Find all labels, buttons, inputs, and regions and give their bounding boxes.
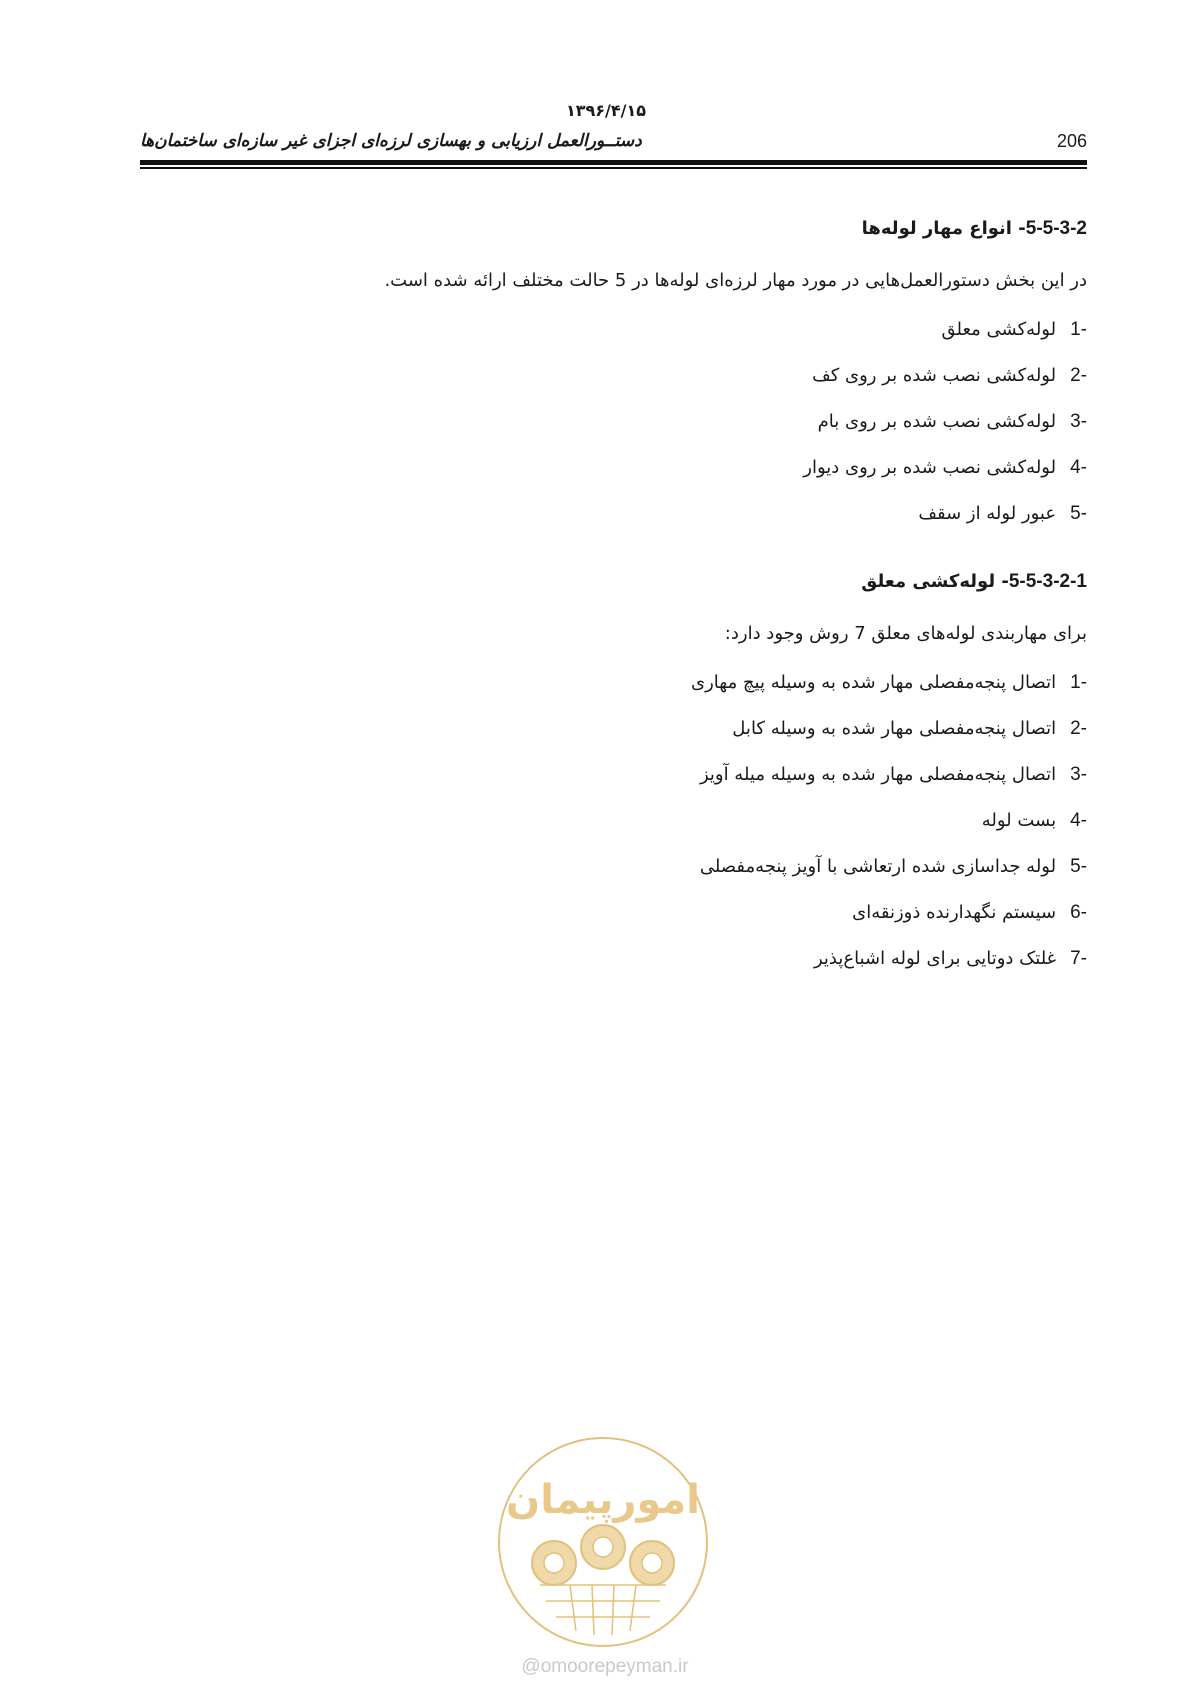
section-intro-2: برای مهاربندی لوله‌های معلق 7 روش وجود دارد: — [724, 623, 1087, 644]
list-item — [137, 936, 1087, 982]
list-item-text: سیستم نگهدارنده ذوزنقه‌ای — [852, 902, 1057, 923]
list-item-number: 2- — [1070, 365, 1087, 386]
list-item — [137, 491, 1087, 537]
list-item-text: لوله جداسازی شده ارتعاشی با آویز پنجه‌مفصلی — [699, 856, 1057, 877]
list-item-number: 6- — [1070, 902, 1087, 923]
list-item-number: 2- — [1070, 718, 1087, 739]
header-rule-thick — [140, 160, 1087, 165]
list-item-text: عبور لوله از سقف — [918, 503, 1057, 524]
watermark-site: @omoorepeyman.ir — [521, 1656, 689, 1677]
list-item — [137, 798, 1087, 844]
header-date: ۱۳۹۶/۴/۱۵ — [565, 101, 647, 120]
list-item-number: 5- — [1070, 503, 1087, 524]
list-item — [137, 890, 1087, 936]
section-heading-2 — [137, 571, 1087, 593]
list-item — [137, 844, 1087, 890]
list-item-text: غلتک دوتایی برای لوله اشباع‌پذیر — [813, 948, 1057, 969]
list-item-number: 7- — [1070, 948, 1087, 969]
section-title: انواع مهار لوله‌ها — [861, 218, 1012, 239]
list-item-number: 3- — [1070, 411, 1087, 432]
list-item-text: لوله‌کشی نصب شده بر روی کف — [812, 365, 1057, 386]
list-item-number: 4- — [1070, 810, 1087, 831]
list-item — [137, 752, 1087, 798]
header-rule-thin — [140, 167, 1087, 169]
list-item — [137, 445, 1087, 491]
list-item-number: 1- — [1070, 319, 1087, 340]
section-title: لوله‌کشی معلق — [861, 571, 996, 592]
list-item-text: اتصال پنجه‌مفصلی مهار شده به وسیله کابل — [732, 718, 1057, 739]
list-item-number: 1- — [1070, 672, 1087, 693]
section-number: 5-5-3-2 — [1025, 218, 1087, 239]
list-item-number: 4- — [1070, 457, 1087, 478]
list-item — [137, 353, 1087, 399]
heading-dash: - — [1001, 571, 1009, 592]
list-item — [137, 399, 1087, 445]
section-number: 5-5-3-2-1 — [1008, 571, 1087, 592]
list-item — [137, 660, 1087, 706]
heading-dash: - — [1018, 218, 1026, 239]
list-item-text: لوله‌کشی معلق — [941, 319, 1057, 340]
list-item-text: لوله‌کشی نصب شده بر روی بام — [817, 411, 1057, 432]
list-suspended-bracing-methods — [137, 660, 1087, 982]
watermark-logo — [496, 1435, 710, 1649]
list-item-number: 5- — [1070, 856, 1087, 877]
list-item-text: اتصال پنجه‌مفصلی مهار شده به وسیله پیچ مهاری — [691, 672, 1057, 693]
header-title: دستــورالعمل ارزیابی و بهسازی لرزه‌ای اجزای غیر سازه‌ای ساختمان‌ها — [140, 131, 642, 151]
section-intro-1: در این بخش دستورالعمل‌هایی در مورد مهار لرزه‌ای لوله‌ها در 5 حالت مختلف ارائه شده است. — [384, 270, 1087, 291]
list-item-text: لوله‌کشی نصب شده بر روی دیوار — [803, 457, 1057, 478]
list-item-text: اتصال پنجه‌مفصلی مهار شده به وسیله میله آویز — [699, 764, 1057, 785]
list-item-number: 3- — [1070, 764, 1087, 785]
list-item — [137, 307, 1087, 353]
list-item-text: بست لوله — [981, 810, 1057, 831]
list-pipe-bracing-types — [137, 307, 1087, 537]
page-number: 206 — [1056, 131, 1087, 151]
watermark-logo-text: امورپیمان — [506, 1477, 700, 1523]
section-heading-1 — [137, 218, 1087, 240]
list-item — [137, 706, 1087, 752]
